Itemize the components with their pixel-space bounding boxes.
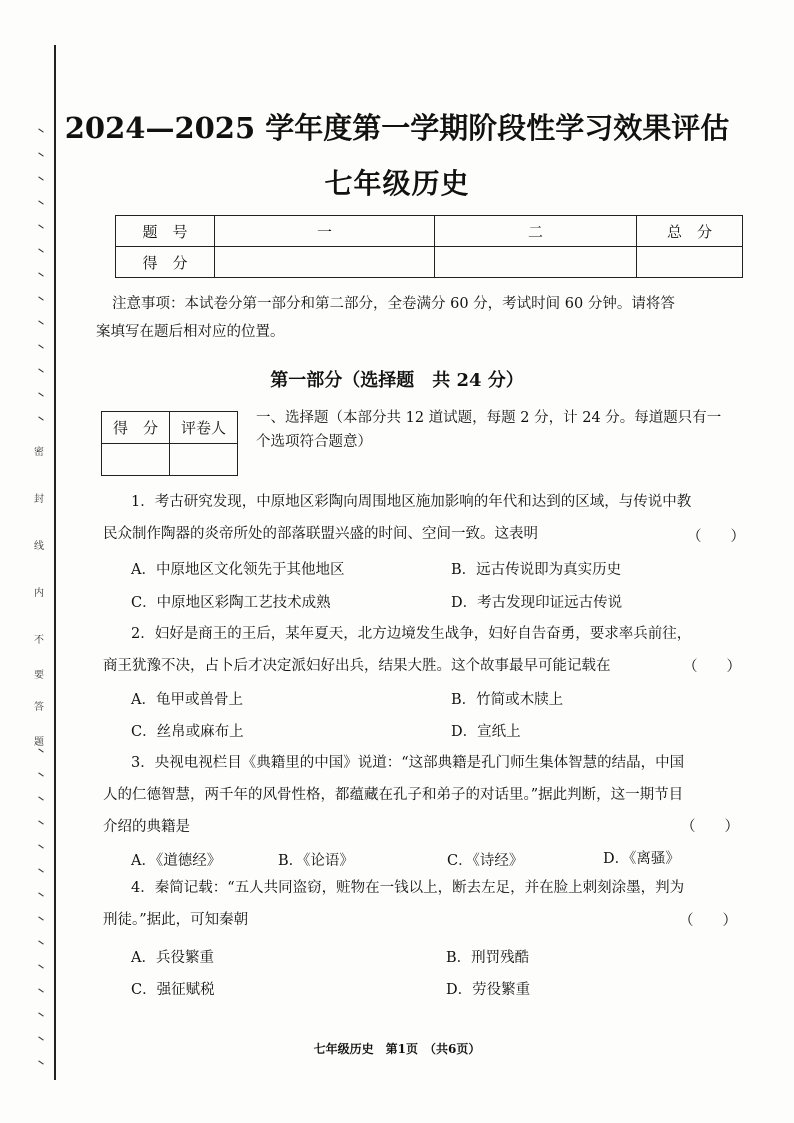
binding-dash bbox=[38, 248, 43, 252]
option-a[interactable]: A．《道德经》 bbox=[131, 853, 222, 869]
question-text: 民众制作陶器的炎帝所处的部落联盟兴盛的时间、空间一致。这表明 bbox=[103, 526, 538, 542]
question-text: 4．秦简记载：“五人共同盗窃，赃物在一钱以上，断去左足，并在脸上刺刻涂墨，判为 bbox=[131, 880, 685, 896]
question-2 bbox=[103, 618, 751, 682]
score-table bbox=[115, 215, 743, 278]
exam-subject: 七年级历史 bbox=[324, 167, 470, 200]
option-c[interactable]: C．《诗经》 bbox=[447, 853, 524, 869]
binding-dash bbox=[38, 344, 43, 348]
binding-dash bbox=[38, 416, 43, 420]
option-d[interactable]: D．《离骚》 bbox=[603, 851, 680, 867]
binding-dash bbox=[38, 772, 43, 776]
score-cell-part1[interactable] bbox=[215, 247, 435, 278]
section-instructions bbox=[256, 406, 756, 454]
page-footer: 七年级历史 第1页 （共6页） bbox=[313, 1042, 481, 1056]
seal-char: 答 bbox=[34, 702, 44, 713]
binding-dash bbox=[38, 1012, 43, 1016]
seal-char: 要 bbox=[34, 670, 44, 681]
binding-dash bbox=[38, 868, 43, 872]
binding-dash bbox=[38, 964, 43, 968]
option-b[interactable]: B．远古传说即为真实历史 bbox=[451, 562, 622, 578]
binding-dash bbox=[38, 1060, 43, 1064]
question-text: 刑徒。”据此，可知秦朝 bbox=[103, 912, 249, 928]
grader-name-label: 评卷人 bbox=[170, 412, 238, 444]
answer-paren[interactable]: （ ） bbox=[687, 529, 745, 545]
score-header-cell: 一 bbox=[215, 216, 435, 247]
answer-paren[interactable]: （ ） bbox=[681, 819, 739, 835]
score-cell-total[interactable] bbox=[637, 247, 743, 278]
option-b[interactable]: B．竹简或木牍上 bbox=[451, 692, 564, 708]
score-row-label: 得 分 bbox=[116, 247, 215, 278]
option-a[interactable]: A．中原地区文化领先于其他地区 bbox=[131, 562, 345, 578]
option-d[interactable]: D．宣纸上 bbox=[451, 724, 521, 740]
grader-score-cell[interactable] bbox=[102, 444, 170, 476]
option-a[interactable]: A．龟甲或兽骨上 bbox=[131, 692, 243, 708]
grader-score-label: 得 分 bbox=[102, 412, 170, 444]
question-text: 人的仁德智慧，两千年的风骨性格，都蕴藏在孔子和弟子的对话里。”据此判断，这一期节目 bbox=[103, 787, 684, 803]
score-table-score-row bbox=[116, 247, 743, 278]
binding-dash bbox=[38, 392, 43, 396]
option-b[interactable]: B．刑罚残酷 bbox=[446, 950, 530, 966]
question-4 bbox=[103, 872, 751, 936]
binding-dash bbox=[38, 796, 43, 800]
section-instructions-line: 一、选择题（本部分共 12 道试题，每题 2 分，计 24 分。每道题只有一 bbox=[256, 410, 722, 426]
part-heading: 第一部分（选择题 共 24 分） bbox=[270, 370, 524, 391]
answer-paren[interactable]: （ ） bbox=[679, 913, 737, 929]
section-instructions-line: 个选项符合题意） bbox=[256, 434, 372, 450]
question-text: 2．妇好是商王的王后，某年夏天，北方边境发生战争，妇好自告奋勇，要求率兵前往， bbox=[131, 626, 692, 642]
binding-dash bbox=[38, 748, 43, 752]
binding-dash bbox=[38, 224, 43, 228]
binding-dash bbox=[38, 296, 43, 300]
question-text: 3．央视电视栏目《典籍里的中国》说道：“这部典籍是孔门师生集体智慧的结晶，中国 bbox=[131, 755, 685, 771]
option-c[interactable]: C．中原地区彩陶工艺技术成熟 bbox=[131, 595, 331, 611]
score-header-cell: 二 bbox=[435, 216, 637, 247]
question-text: 商王犹豫不决，占卜后才决定派妇好出兵，结果大胜。这个故事最早可能记载在 bbox=[103, 658, 611, 674]
option-d[interactable]: D．考古发现印证远古传说 bbox=[451, 595, 623, 611]
binding-dash bbox=[38, 844, 43, 848]
seal-char: 封 bbox=[34, 494, 44, 505]
question-3 bbox=[103, 747, 751, 843]
option-c[interactable]: C．强征赋税 bbox=[131, 982, 215, 998]
option-b[interactable]: B．《论语》 bbox=[278, 853, 354, 869]
answer-paren[interactable]: （ ） bbox=[683, 659, 741, 675]
binding-dash bbox=[38, 272, 43, 276]
score-cell-part2[interactable] bbox=[435, 247, 637, 278]
notice-line: 注意事项：本试卷分第一部分和第二部分，全卷满分 60 分，考试时间 60 分钟。请将答 bbox=[112, 296, 675, 312]
question-text: 介绍的典籍是 bbox=[103, 819, 190, 835]
binding-dash bbox=[38, 916, 43, 920]
option-c[interactable]: C．丝帛或麻布上 bbox=[131, 724, 244, 740]
binding-dash bbox=[38, 892, 43, 896]
option-a[interactable]: A．兵役繁重 bbox=[131, 950, 214, 966]
question-1 bbox=[103, 486, 751, 550]
option-d[interactable]: D．劳役繁重 bbox=[446, 982, 531, 998]
grader-name-cell[interactable] bbox=[170, 444, 238, 476]
binding-dash bbox=[38, 152, 43, 156]
score-header-cell: 题 号 bbox=[116, 216, 215, 247]
seal-char: 密 bbox=[34, 447, 44, 458]
seal-char: 线 bbox=[34, 541, 44, 552]
binding-dash bbox=[38, 820, 43, 824]
seal-char: 内 bbox=[34, 588, 44, 599]
score-header-cell: 总 分 bbox=[637, 216, 743, 247]
grader-box bbox=[101, 411, 238, 476]
exam-title: 2024—2025 学年度第一学期阶段性学习效果评估 bbox=[64, 111, 730, 145]
binding-dash bbox=[38, 320, 43, 324]
question-text: 1．考古研究发现，中原地区彩陶向周围地区施加影响的年代和达到的区域，与传说中教 bbox=[131, 494, 692, 510]
seal-char: 题 bbox=[34, 737, 44, 748]
score-table-header-row bbox=[116, 216, 743, 247]
exam-notice bbox=[96, 290, 752, 346]
seal-char: 不 bbox=[34, 635, 44, 646]
binding-dash bbox=[38, 988, 43, 992]
notice-line: 案填写在题后相对应的位置。 bbox=[96, 324, 285, 340]
binding-dash bbox=[38, 940, 43, 944]
